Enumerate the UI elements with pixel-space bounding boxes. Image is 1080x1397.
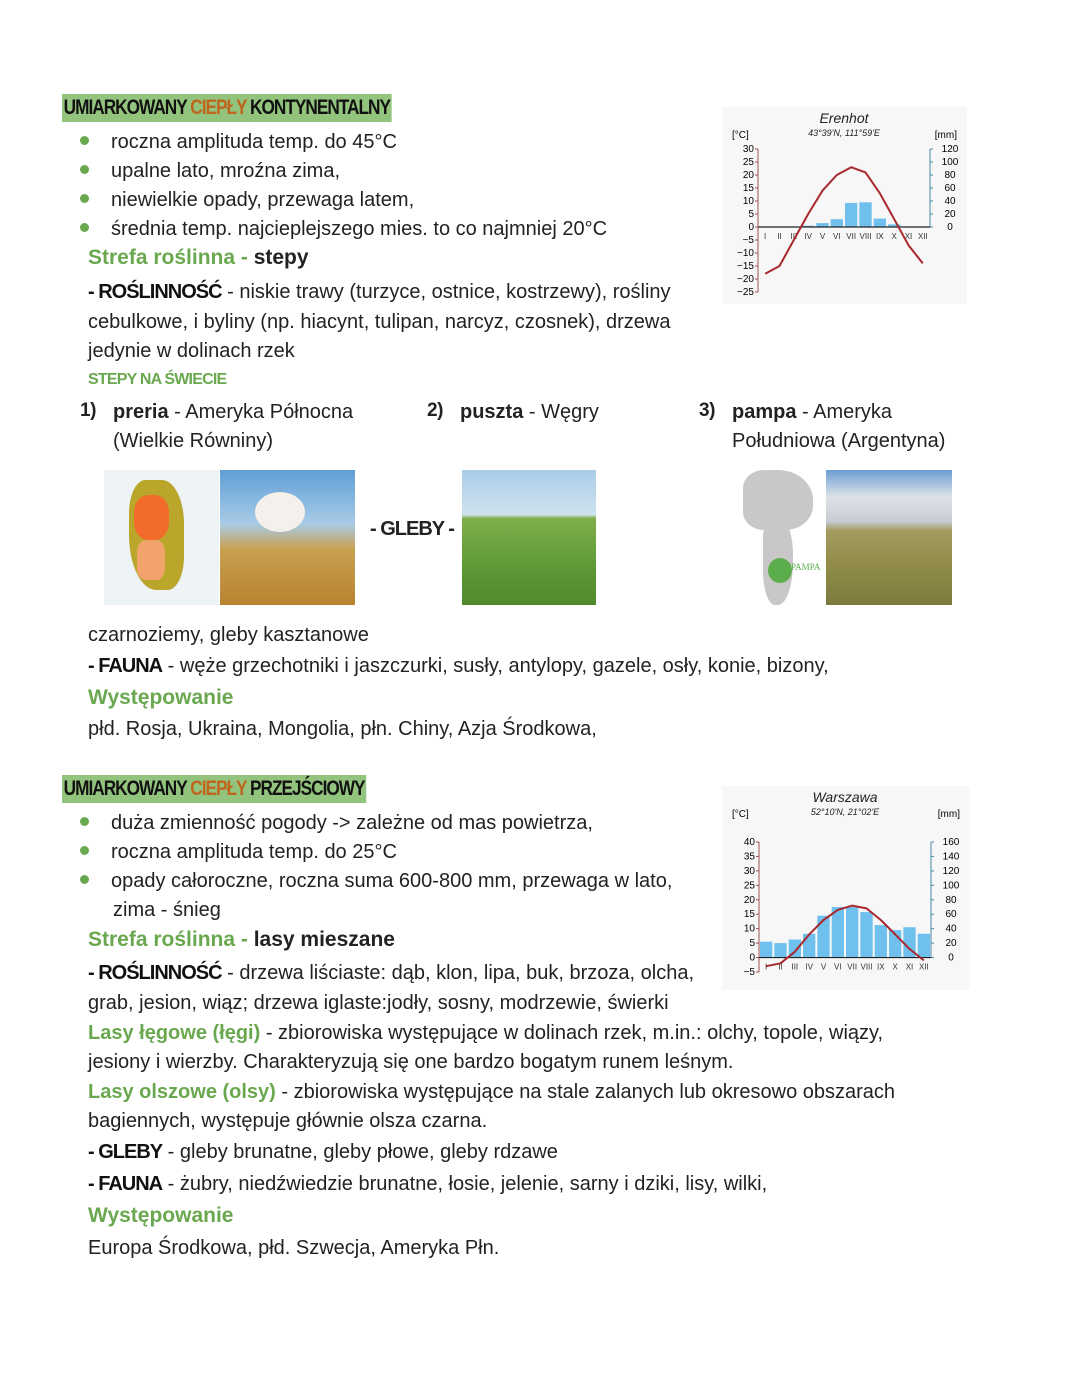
bullet-item <box>80 159 340 183</box>
precip-bar <box>874 219 886 227</box>
list-number: 1) <box>80 400 96 421</box>
y-tick-left: 10 <box>742 196 754 207</box>
zone-value: lasy mieszane <box>253 928 395 951</box>
soils-line <box>88 1140 558 1164</box>
alder-line <box>88 1080 895 1104</box>
bullet-item <box>80 811 593 835</box>
x-tick-label: II <box>778 962 783 972</box>
x-tick-label: VI <box>834 962 842 972</box>
y-tick-left: 25 <box>742 157 754 168</box>
riparian-text: jesiony i wierzby. Charakteryzują się one bardzo bogatym runem leśnym. <box>88 1051 734 1073</box>
y-tick-left: 25 <box>743 880 755 892</box>
x-tick-label: II <box>777 232 782 241</box>
y-tick-right: 100 <box>941 157 959 168</box>
soils-label: - GLEBY - <box>370 518 454 540</box>
zone-label: Strefa roślinna - <box>88 928 254 951</box>
occurrence-text: płd. Rosja, Ukraina, Mongolia, płn. Chiny, Azja Środkowa, <box>88 718 597 740</box>
section-title-transitional <box>62 775 366 803</box>
bullet-text: średnia temp. najcieplejszego mies. to co najmniej 20°C <box>111 218 608 240</box>
bullet-icon <box>80 194 89 203</box>
precip-bar <box>817 916 829 958</box>
title-warm-word: CIEPŁY <box>190 777 247 800</box>
y-axis-label-left: [°C] <box>732 809 749 820</box>
bullet-text: zima - śnieg <box>113 899 221 921</box>
title-part: UMIARKOWANY <box>63 96 191 119</box>
x-tick-label: VIII <box>859 232 872 241</box>
y-tick-right: 160 <box>942 837 960 848</box>
bullet-item <box>80 840 397 864</box>
y-tick-left: 30 <box>743 865 755 877</box>
climate-chart-erenhot <box>722 107 967 304</box>
riparian-text: - zbiorowiska występujące w dolinach rzek, m.in.: olchy, topole, wiązy, <box>260 1022 884 1044</box>
alder-text: bagiennych, występuje głównie olsza czarna. <box>88 1110 488 1132</box>
flora-label: - ROŚLINNOŚĆ <box>88 962 222 984</box>
flora-label: - ROŚLINNOŚĆ <box>88 281 222 303</box>
bullet-text: roczna amplituda temp. do 25°C <box>111 841 397 863</box>
y-tick-left: −15 <box>737 261 754 272</box>
y-tick-right: 120 <box>941 144 959 155</box>
title-warm-word: CIEPŁY <box>190 96 247 119</box>
x-tick-label: VII <box>846 232 857 241</box>
list-number: 2) <box>427 400 443 421</box>
steppe-name: preria <box>113 401 169 423</box>
precip-bar <box>831 219 843 227</box>
pampa-photo <box>826 470 952 605</box>
bullet-item <box>80 869 672 893</box>
y-tick-left: 5 <box>749 938 755 950</box>
chart-svg <box>722 786 970 990</box>
y-tick-right: 0 <box>947 222 953 233</box>
steppes-heading: STEPY NA ŚWIECIE <box>88 371 227 388</box>
alder-label: Lasy olszowe (olsy) <box>88 1081 276 1103</box>
steppe-pampa <box>732 400 892 424</box>
x-tick-label: V <box>820 962 827 972</box>
y-tick-left: 30 <box>742 144 754 155</box>
chart-subtitle: 52°10'N, 21°02'E <box>810 807 880 817</box>
x-tick-label: XII <box>918 962 929 972</box>
x-tick-label: VII <box>847 962 858 972</box>
x-tick-label: I <box>765 962 768 972</box>
y-tick-right: 80 <box>944 170 956 181</box>
steppe-desc: Południowa (Argentyna) <box>732 430 946 452</box>
south-america-map <box>735 470 825 605</box>
bullet-icon <box>80 136 89 145</box>
title-part: UMIARKOWANY <box>63 777 191 800</box>
occurrence-label: Występowanie <box>88 686 234 709</box>
x-tick-label: IX <box>877 962 885 972</box>
cloud <box>255 492 305 532</box>
y-tick-left: −5 <box>742 235 754 246</box>
bullet-icon <box>80 165 89 174</box>
bullet-item <box>80 188 414 212</box>
chart-svg <box>722 107 967 304</box>
north-america-prairie-map <box>104 470 219 605</box>
bullet-icon <box>80 846 89 855</box>
y-tick-right: 40 <box>944 196 956 207</box>
bullet-text: opady całoroczne, roczna suma 600-800 mm, przewaga w lato, <box>111 870 673 892</box>
steppe-desc: (Wielkie Równiny) <box>113 430 274 452</box>
x-tick-label: IV <box>804 232 812 241</box>
precip-bar <box>846 907 858 958</box>
precip-bar <box>803 934 815 958</box>
x-tick-label: XI <box>905 962 914 972</box>
vegetation-zone <box>88 246 309 270</box>
bullet-text: niewielkie opady, przewaga latem, <box>111 189 415 211</box>
y-axis-label-left: [°C] <box>732 130 749 141</box>
y-tick-right: 40 <box>945 923 957 935</box>
flora-line <box>88 280 671 304</box>
precip-bar <box>845 203 857 227</box>
zone-label: Strefa roślinna - <box>88 246 254 269</box>
puszta-photo <box>462 470 596 605</box>
occurrence-label: Występowanie <box>88 1204 234 1227</box>
x-tick-label: XI <box>904 232 913 241</box>
y-tick-left: −20 <box>737 274 754 285</box>
y-tick-left: 5 <box>748 209 754 220</box>
steppe-prairie <box>113 400 353 424</box>
bullet-icon <box>80 223 89 232</box>
y-tick-left: 20 <box>743 894 755 906</box>
y-tick-right: 120 <box>942 865 960 877</box>
steppe-name: pampa <box>732 401 797 423</box>
bullet-text: roczna amplituda temp. do 45°C <box>111 131 397 153</box>
chart-subtitle: 43°39'N, 111°59'E <box>808 128 880 138</box>
x-tick-label: VIII <box>860 962 873 972</box>
x-tick-label: I <box>764 232 767 241</box>
bullet-icon <box>80 817 89 826</box>
y-tick-left: 35 <box>743 851 755 863</box>
steppe-puszta <box>460 400 599 424</box>
precip-bar <box>859 202 871 227</box>
flora-text: cebulkowe, i byliny (np. hiacynt, tulipan, narcyz, czosnek), drzewa <box>88 311 671 333</box>
chart-title: Erenhot <box>819 110 869 126</box>
flora-text: jedynie w dolinach rzek <box>88 340 295 362</box>
pampa-region <box>768 558 792 583</box>
precip-bar <box>860 912 872 958</box>
y-tick-right: 60 <box>944 183 956 194</box>
fauna-label: - FAUNA <box>88 655 163 677</box>
y-tick-right: 140 <box>942 851 960 863</box>
chart-title: Warszawa <box>812 789 878 805</box>
x-tick-label: X <box>891 232 897 241</box>
steppe-name: puszta <box>460 401 524 423</box>
soils-label: - GLEBY <box>88 1141 163 1163</box>
section-title-continental <box>62 94 392 122</box>
y-tick-left: 15 <box>743 909 755 921</box>
y-tick-right: 80 <box>945 894 957 906</box>
temperature-line <box>765 167 923 274</box>
vegetation-zone <box>88 928 395 952</box>
y-tick-left: 10 <box>743 923 755 935</box>
soils-text: czarnoziemy, gleby kasztanowe <box>88 624 369 646</box>
steppe-desc: - Ameryka Północna <box>168 401 354 423</box>
flora-line <box>88 961 694 985</box>
x-tick-label: XII <box>917 232 928 241</box>
map-region <box>137 540 165 580</box>
prairie-photo <box>220 470 355 605</box>
bullet-icon <box>80 875 89 884</box>
title-part: PRZEJŚCIOWY <box>246 777 365 800</box>
y-tick-left: 40 <box>743 837 755 848</box>
occurrence-text: Europa Środkowa, płd. Szwecja, Ameryka Płn. <box>88 1237 500 1259</box>
x-tick-label: VI <box>833 232 841 241</box>
x-tick-label: III <box>790 232 798 241</box>
bullet-text: duża zmienność pogody -> zależne od mas powietrza, <box>111 812 593 834</box>
fauna-line <box>88 654 829 678</box>
y-tick-left: 0 <box>749 952 755 964</box>
y-tick-left: 20 <box>742 170 754 181</box>
precip-bar <box>918 934 930 958</box>
list-number: 3) <box>699 400 715 421</box>
fauna-text: - żubry, niedźwiedzie brunatne, łosie, jelenie, sarny i dziki, lisy, wilki, <box>162 1173 768 1195</box>
y-tick-left: 15 <box>742 183 754 194</box>
y-axis-label-right: [mm] <box>937 809 960 820</box>
precip-bar <box>875 925 887 958</box>
fauna-text: - węże grzechotniki i jaszczurki, susły, antylopy, gazele, osły, konie, bizony, <box>162 655 829 677</box>
fauna-label: - FAUNA <box>88 1173 163 1195</box>
x-tick-label: X <box>892 962 898 972</box>
y-tick-right: 0 <box>948 952 954 964</box>
y-tick-left: −25 <box>737 287 754 298</box>
flora-text: - niskie trawy (turzyce, ostnice, kostrzewy), rośliny <box>221 281 671 303</box>
precip-bar <box>774 943 786 957</box>
x-tick-label: V <box>819 232 826 241</box>
y-tick-left: −5 <box>743 967 755 978</box>
y-tick-right: 20 <box>945 938 957 950</box>
climate-chart-warszawa <box>722 786 970 990</box>
flora-text: - drzewa liściaste: dąb, klon, lipa, buk, brzoza, olcha, <box>221 962 695 984</box>
y-tick-right: 20 <box>944 209 956 220</box>
steppe-desc: - Węgry <box>523 401 599 423</box>
bullet-item <box>80 130 397 154</box>
y-tick-right: 100 <box>942 880 960 892</box>
flora-text: grab, jesion, wiąz; drzewa iglaste:jodły, sosny, modrzewie, świerki <box>88 992 669 1014</box>
x-tick-label: IV <box>805 962 813 972</box>
pampa-map-label: PAMPA <box>791 562 821 572</box>
precip-bar <box>760 942 772 958</box>
map-region <box>134 495 169 540</box>
riparian-line <box>88 1021 883 1045</box>
bullet-text: upalne lato, mroźna zima, <box>111 160 341 182</box>
riparian-label: Lasy łęgowe (łęgi) <box>88 1022 261 1044</box>
soils-text: - gleby brunatne, gleby płowe, gleby rdzawe <box>162 1141 558 1163</box>
bullet-item <box>80 217 607 241</box>
steppe-desc: - Ameryka <box>796 401 893 423</box>
y-axis-label-right: [mm] <box>934 130 957 141</box>
x-tick-label: III <box>791 962 799 972</box>
y-tick-left: 0 <box>748 222 754 233</box>
alder-text: - zbiorowiska występujące na stale zalanych lub okresowo obszarach <box>275 1081 896 1103</box>
title-part: KONTYNENTALNY <box>246 96 390 119</box>
fauna-line <box>88 1172 767 1196</box>
y-tick-right: 60 <box>945 909 957 921</box>
zone-value: stepy <box>253 246 309 269</box>
x-tick-label: IX <box>876 232 884 241</box>
precip-bar <box>832 907 844 958</box>
y-tick-left: −10 <box>737 248 754 259</box>
